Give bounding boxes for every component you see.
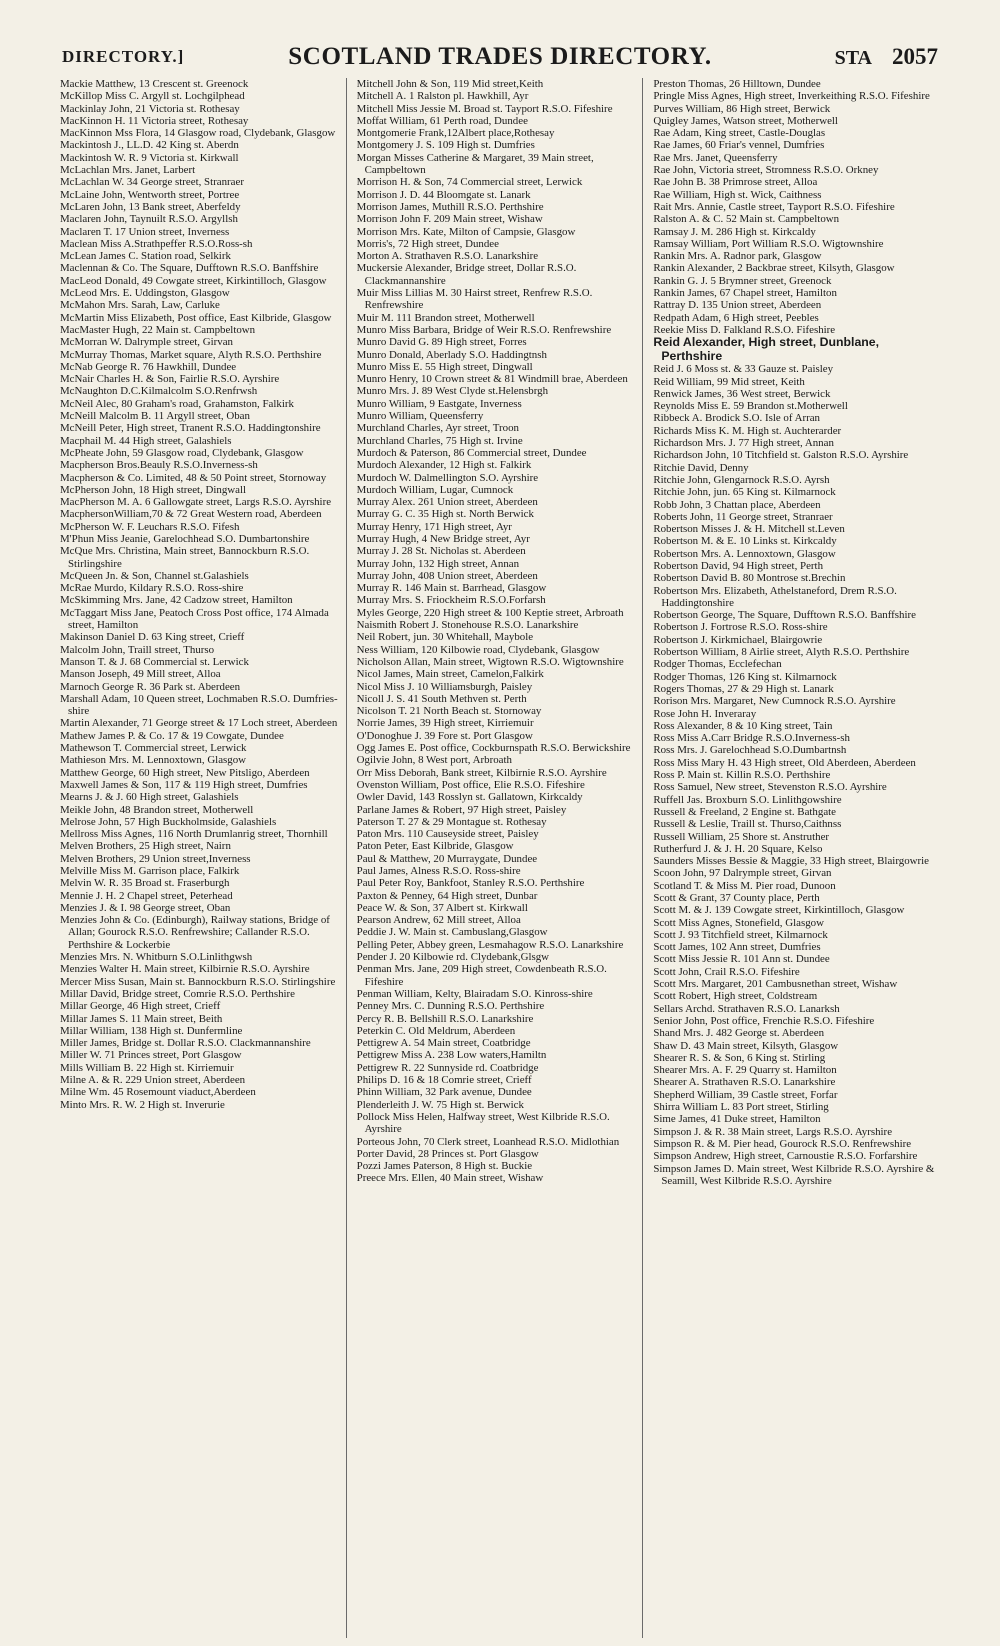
directory-entry: Richardson Mrs. J. 77 High street, Annan [653, 437, 834, 450]
directory-entry: Muir M. 111 Brandon street, Motherwell [356, 311, 535, 324]
directory-entry: Murdoch & Paterson, 86 Commercial street, Dundee [356, 446, 587, 459]
directory-entry: Preece Mrs. Ellen, 40 Main street, Wishaw [356, 1172, 544, 1185]
directory-entry: Paul Peter Roy, Bankfoot, Stanley R.S.O. Perthshire [356, 877, 585, 890]
directory-entry: Menzies Mrs. N. Whitburn S.O.Linlithgwsh [60, 951, 253, 964]
directory-entry: Rae James, 60 Friar's vennel, Dumfries [653, 139, 825, 152]
directory-entry: Macphail M. 44 High street, Galashiels [60, 434, 232, 447]
directory-entry: Nicol James, Main street, Camelon,Falkirk [356, 668, 544, 681]
directory-entry: MacMaster Hugh, 22 Main st. Campbeltown [60, 323, 256, 336]
directory-entry: MacphersonWilliam,70 & 72 Great Western road, Aberdeen [60, 508, 322, 521]
directory-entry: Munro William, 9 Eastgate, Inverness [356, 397, 522, 410]
directory-entry: O'Donoghue J. 39 Fore st. Port Glasgow [356, 729, 533, 742]
page-header [62, 40, 938, 74]
directory-entry: Reekie Miss D. Falkland R.S.O. Fifeshire [653, 323, 836, 336]
directory-entry: Nicol Miss J. 10 Williamsburgh, Paisley [356, 680, 533, 693]
directory-entry: Peddie J. W. Main st. Cambuslang,Glasgow [356, 926, 548, 939]
directory-entry: Paterson T. 27 & 29 Montague st. Rothesay [356, 815, 547, 828]
directory-entry: Murdoch W. Dalmellington S.O. Ayrshire [356, 471, 539, 484]
directory-entry: Robertson William, 8 Airlie street, Alyth R.S.O. Perthshire [653, 646, 910, 659]
directory-entry: McMurray Thomas, Market square, Alyth R.S.O. Perthshire [60, 348, 322, 361]
directory-entry: Malcolm John, Traill street, Thurso [60, 643, 215, 656]
directory-entry: Peterkin C. Old Meldrum, Aberdeen [356, 1024, 516, 1037]
directory-entry: McNeil Alec, 80 Graham's road, Grahamston, Falkirk [60, 397, 294, 410]
directory-entry: Robb John, 3 Chattan place, Aberdeen [653, 498, 821, 511]
directory-entry: Menzies Walter H. Main street, Kilbirnie R.S.O. Ayrshire [60, 963, 310, 976]
directory-entry: Muckersie Alexander, Bridge street, Dollar R.S.O. Clackmannanshire [356, 262, 577, 287]
directory-entry: Menzies J. & I. 98 George street, Oban [60, 901, 231, 914]
directory-entry: Ovenston William, Post office, Elie R.S.O. Fifeshire [356, 778, 585, 791]
directory-entry: Melven Brothers, 25 High street, Nairn [60, 840, 231, 853]
directory-entry: Mercer Miss Susan, Main st. Bannockburn R.S.O. Stirlingshire [60, 975, 336, 988]
directory-entry: Shirra William L. 83 Port street, Stirling [653, 1101, 829, 1114]
directory-entry: Munro Donald, Aberlady S.O. Haddingtnsh [356, 348, 547, 361]
directory-entry: McKillop Miss C. Argyll st. Lochgilphead [60, 90, 245, 103]
directory-entry: Milne A. & R. 229 Union street, Aberdeen [60, 1074, 246, 1087]
directory-entry: McLachlan Mrs. Janet, Larbert [60, 164, 196, 177]
directory-entry: Sime James, 41 Duke street, Hamilton [653, 1113, 821, 1126]
directory-entry: Millar George, 46 High street, Crieff [60, 1000, 221, 1013]
directory-entry: McMorran W. Dalrymple street, Girvan [60, 336, 233, 349]
directory-entry: McNab George R. 76 Hawkhill, Dundee [60, 360, 237, 373]
directory-entry: Rankin James, 67 Chapel street, Hamilton [653, 287, 837, 300]
directory-entry: Menzies John & Co. (Edinburgh), Railway stations, Bridge of Allan; Gourock R.S.O. Renfrewshire; Callander R.S.O. Perthshire & Lockerbie [60, 914, 330, 951]
directory-entry: Pearson Andrew, 62 Mill street, Alloa [356, 914, 521, 927]
directory-entry: Muir Miss Lillias M. 30 Hairst street, Renfrew R.S.O. Renfrewshire [356, 287, 593, 312]
directory-entry: Porter David, 28 Princes st. Port Glasgow [356, 1147, 539, 1160]
directory-entry: Minto Mrs. R. W. 2 High st. Inverurie [60, 1098, 225, 1111]
directory-entry: Morton A. Strathaven R.S.O. Lanarkshire [356, 250, 539, 263]
directory-entry: Rankin Alexander, 2 Backbrae street, Kilsyth, Glasgow [653, 262, 895, 275]
directory-entry: Millar David, Bridge street, Comrie R.S.O. Perthshire [60, 987, 296, 1000]
directory-entry: Melrose John, 57 High Buckholmside, Galashiels [60, 815, 277, 828]
directory-entry: Murray Hugh, 4 New Bridge street, Ayr [356, 532, 530, 545]
directory-entry: Mackinlay John, 21 Victoria st. Rothesay [60, 102, 240, 115]
directory-entry: Mitchell John & Son, 119 Mid street,Keith [356, 78, 544, 90]
directory-entry: Murray John, 408 Union street, Aberdeen [356, 569, 538, 582]
directory-entry: Ribbeck A. Brodick S.O. Isle of Arran [653, 412, 820, 425]
directory-entry: McNeill Peter, High street, Tranent R.S.O. Haddingtonshire [60, 422, 321, 435]
directory-entry: Ritchie John, jun. 65 King st. Kilmarnock [653, 486, 836, 499]
directory-entry: Naismith Robert J. Stonehouse R.S.O. Lanarkshire [356, 619, 579, 632]
directory-entry: Paton Peter, East Kilbride, Glasgow [356, 840, 514, 853]
directory-entry: Murray G. C. 35 High st. North Berwick [356, 508, 534, 521]
page-reference [835, 44, 938, 70]
directory-entry: M'Phun Miss Jeanie, Garelochhead S.O. Dumbartonshire [60, 532, 310, 545]
directory-entry: Plenderleith J. W. 75 High st. Berwick [356, 1098, 524, 1111]
directory-entry: Simpson R. & M. Pier head, Gourock R.S.O. Renfrewshire [653, 1137, 912, 1150]
directory-entry: Miller James, Bridge st. Dollar R.S.O. Clackmannanshire [60, 1037, 311, 1050]
directory-entry: Rae John, Victoria street, Stromness R.S.O. Orkney [653, 164, 879, 177]
directory-entry: Ross P. Main st. Killin R.S.O. Perthshire [653, 769, 831, 782]
directory-entry: Marshall Adam, 10 Queen street, Lochmaben R.S.O. Dumfries-shire [60, 692, 338, 718]
directory-entry: Pozzi James Paterson, 8 High st. Buckie [356, 1160, 533, 1173]
directory-entry: Millar James S. 11 Main street, Beith [60, 1012, 223, 1025]
directory-entry: Orr Miss Deborah, Bank street, Kilbirnie R.S.O. Ayrshire [356, 766, 607, 779]
directory-column-1 [60, 78, 347, 1638]
directory-entry: Munro David G. 89 High street, Forres [356, 336, 527, 349]
directory-entry: Russell & Freeland, 2 Engine st. Bathgate [653, 805, 837, 818]
directory-entry: Munro Miss Barbara, Bridge of Weir R.S.O. Renfrewshire [356, 323, 612, 336]
directory-entry: MacKinnon H. 11 Victoria street, Rothesay [60, 114, 249, 127]
directory-entry: Munro Miss E. 55 High street, Dingwall [356, 360, 533, 373]
directory-entry: Ross Alexander, 8 & 10 King street, Tain [653, 719, 833, 732]
directory-entry: Penman Mrs. Jane, 209 High street, Cowdenbeath R.S.O. Fifeshire [356, 963, 607, 988]
directory-entry: McPherson John, 18 High street, Dingwall [60, 483, 247, 496]
directory-entry: Paton Mrs. 110 Causeyside street, Paisley [356, 828, 539, 841]
directory-entry: Morrison John F. 209 Main street, Wishaw [356, 213, 543, 226]
directory-entry: Mackie Matthew, 13 Crescent st. Greenock [60, 78, 249, 90]
directory-entry: Maxwell James & Son, 117 & 119 High street, Dumfries [60, 778, 308, 791]
directory-entry: Rogers Thomas, 27 & 29 High st. Lanark [653, 682, 834, 695]
directory-entry: Mathieson Mrs. M. Lennoxtown, Glasgow [60, 754, 247, 767]
directory-entry: Murchland Charles, 75 High st. Irvine [356, 434, 523, 447]
directory-entry: Pringle Miss Agnes, High street, Inverkeithing R.S.O. Fifeshire [653, 90, 930, 103]
directory-entry: Shepherd William, 39 Castle street, Forfar [653, 1088, 838, 1101]
directory-entry: Mackintosh J., LL.D. 42 King st. Aberdn [60, 139, 239, 152]
directory-entry: McLaren John, 13 Bank street, Aberfeldy [60, 200, 241, 213]
section-title-left: DIRECTORY.] [62, 47, 185, 66]
directory-entry: Pelling Peter, Abbey green, Lesmahagow R.S.O. Lanarkshire [356, 938, 624, 951]
directory-entry: Morris's, 72 High street, Dundee [356, 237, 499, 250]
directory-entry: Ross Miss A.Carr Bridge R.S.O.Inverness-sh [653, 732, 850, 745]
directory-entry: MacLeod Donald, 49 Cowgate street, Kirkintilloch, Glasgow [60, 274, 327, 287]
directory-entry: McMartin Miss Elizabeth, Post office, East Kilbride, Glasgow [60, 311, 332, 324]
page-number: 2057 [892, 44, 938, 69]
directory-entry: McTaggart Miss Jane, Peatoch Cross Post office, 174 Almada street, Hamilton [60, 606, 329, 632]
directory-entry: Philips D. 16 & 18 Comrie street, Crieff [356, 1074, 532, 1087]
directory-entry: Ramsay William, Port William R.S.O. Wigtownshire [653, 237, 884, 250]
directory-entry: Rankin Mrs. A. Radnor park, Glasgow [653, 250, 822, 263]
directory-entry: Ness William, 120 Kilbowie road, Clydebank, Glasgow [356, 643, 600, 656]
directory-entry: Scott John, Crail R.S.O. Fifeshire [653, 965, 800, 978]
directory-entry: Paul James, Alness R.S.O. Ross-shire [356, 865, 521, 877]
directory-entry: Morgan Misses Catherine & Margaret, 39 Main street, Campbeltown [356, 151, 594, 177]
directory-entry: Paxton & Penney, 64 High street, Dunbar [356, 889, 538, 902]
directory-entry: McRae Murdo, Kildary R.S.O. Ross-shire [60, 582, 244, 595]
directory-entry: Murray Henry, 171 High street, Ayr [356, 520, 512, 533]
directory-entry: Scott Robert, High street, Coldstream [653, 990, 818, 1003]
directory-entry: Millar William, 138 High st. Dunfermline [60, 1024, 243, 1037]
directory-entry: Rae William, High st. Wick, Caithness [653, 188, 822, 201]
directory-entry: Mathew James P. & Co. 17 & 19 Cowgate, Dundee [60, 729, 284, 742]
directory-entry: Scott M. & J. 139 Cowgate street, Kirkintilloch, Glasgow [653, 904, 905, 917]
directory-entry: Mearns J. & J. 60 High street, Galashiels [60, 791, 239, 804]
directory-entry: Murchland Charles, Ayr street, Troon [356, 422, 519, 435]
directory-entry: Simpson J. & R. 38 Main street, Largs R.S.O. Ayrshire [653, 1125, 893, 1138]
directory-entry: McNair Charles H. & Son, Fairlie R.S.O. Ayrshire [60, 373, 280, 386]
directory-entry: Norrie James, 39 High street, Kirriemuir [356, 717, 534, 730]
directory-entry: McPherson W. F. Leuchars R.S.O. Fifesh [60, 520, 240, 533]
directory-entry: Shand Mrs. J. 482 George st. Aberdeen [653, 1027, 825, 1040]
directory-entry: Robertson J. Kirkmichael, Blairgowrie [653, 633, 823, 646]
directory-entry: Myles George, 220 High street & 100 Keptie street, Arbroath [356, 606, 624, 619]
directory-entry: Rankin G. J. 5 Brymner street, Greenock [653, 274, 832, 287]
directory-entry: Mitchell A. 1 Ralston pl. Hawkhill, Ayr [356, 90, 529, 103]
directory-entry: Sellars Archd. Strathaven R.S.O. Lanarksh [653, 1002, 840, 1015]
directory-entry: Peace W. & Son, 37 Albert st. Kirkwall [356, 901, 528, 914]
directory-entry: Shearer Mrs. A. F. 29 Quarry st. Hamilton [653, 1064, 837, 1077]
directory-entry: Shearer R. S. & Son, 6 King st. Stirling [653, 1051, 826, 1064]
directory-entry: Mathewson T. Commercial street, Lerwick [60, 742, 247, 755]
directory-entry: Murray R. 146 Main st. Barrhead, Glasgow [356, 582, 547, 595]
directory-entry: Robertson George, The Square, Dufftown R.S.O. Banffshire [653, 609, 916, 622]
directory-entry: Montgomerie Frank,12Albert place,Rothesay [356, 127, 555, 140]
directory-entry: Rattray D. 135 Union street, Aberdeen [653, 299, 822, 312]
directory-entry: Percy R. B. Bellshill R.S.O. Lanarkshire [356, 1012, 534, 1025]
directory-entry: Manson Joseph, 49 Mill street, Alloa [60, 668, 221, 681]
directory-entry: Ritchie John, Glengarnock R.S.O. Ayrsh [653, 473, 830, 486]
directory-entry: Maclennan & Co. The Square, Dufftown R.S.O. Banffshire [60, 262, 319, 275]
directory-entry: Scott Miss Jessie R. 101 Ann st. Dundee [653, 953, 830, 966]
directory-entry: Macpherson & Co. Limited, 48 & 50 Point street, Stornoway [60, 471, 327, 484]
directory-entry: McSkimming Mrs. Jane, 42 Cadzow street, Hamilton [60, 594, 293, 607]
directory-entry: Rodger Thomas, 126 King st. Kilmarnock [653, 670, 837, 683]
directory-entry: Matthew George, 60 High street, New Pitsligo, Aberdeen [60, 766, 310, 779]
directory-entry: Renwick James, 36 West street, Berwick [653, 387, 831, 400]
directory-entry: Penman William, Kelty, Blairadam S.O. Kinross-shire [356, 987, 593, 1000]
directory-entry: Mackintosh W. R. 9 Victoria st. Kirkwall [60, 151, 239, 164]
directory-entry: Neil Robert, jun. 30 Whitehall, Maybole [356, 631, 534, 644]
directory-entry: Ramsay J. M. 286 High st. Kirkcaldy [653, 225, 816, 238]
directory-entry: Reid Alexander, High street, Dunblane, Perthshire [653, 335, 880, 363]
directory-entry: Robertson Mrs. A. Lennoxtown, Glasgow [653, 547, 836, 560]
directory-entry: Quigley James, Watson street, Motherwell [653, 114, 838, 127]
directory-entry: Munro Henry, 10 Crown street & 81 Windmill brae, Aberdeen [356, 373, 628, 386]
directory-entry: Scott James, 102 Ann street, Dumfries [653, 941, 821, 954]
directory-entry: Paul & Matthew, 20 Murraygate, Dundee [356, 852, 538, 865]
directory-entry: Munro William, Queensferry [356, 410, 484, 423]
directory-entry: Ralston A. & C. 52 Main st. Campbeltown [653, 213, 840, 226]
directory-entry: MacPherson M. A. 6 Gallowgate street, Largs R.S.O. Ayrshire [60, 496, 332, 509]
directory-entry: Murdoch Alexander, 12 High st. Falkirk [356, 459, 532, 472]
directory-entry: Penney Mrs. C. Dunning R.S.O. Perthshire [356, 1000, 545, 1013]
directory-entry: Rutherfurd J. & J. H. 20 Square, Kelso [653, 842, 823, 855]
directory-entry: McLachlan W. 34 George street, Stranraer [60, 176, 244, 189]
directory-entry: Miller W. 71 Princes street, Port Glasgow [60, 1049, 242, 1062]
directory-entry: Scott Mrs. Margaret, 201 Cambusnethan street, Wishaw [653, 978, 898, 991]
directory-entry: Murray Mrs. S. Friockheim R.S.O.Forfarsh [356, 594, 546, 607]
directory-entry: Ogg James E. Post office, Cockburnspath R.S.O. Berwickshire [356, 742, 631, 755]
directory-entry: Scoon John, 97 Dalrymple street, Girvan [653, 867, 832, 880]
directory-entry: Murray Alex. 261 Union street, Aberdeen [356, 496, 538, 509]
directory-entry: Mills William B. 22 High st. Kirriemuir [60, 1061, 234, 1074]
directory-entry: Preston Thomas, 26 Hilltown, Dundee [653, 78, 821, 90]
directory-entry: Mellross Miss Agnes, 116 North Drumlanrig street, Thornhill [60, 828, 328, 841]
directory-entry: Ogilvie John, 8 West port, Arbroath [356, 754, 512, 767]
directory-entry: Rae Mrs. Janet, Queensferry [653, 151, 778, 164]
directory-entry: Munro Mrs. J. 89 West Clyde st.Helensbrgh [356, 385, 549, 398]
directory-entry: Purves William, 86 High street, Berwick [653, 102, 831, 115]
directory-entry: Meikle John, 48 Brandon street, Motherwell [60, 803, 254, 816]
directory-entry: Martin Alexander, 71 George street & 17 Loch street, Aberdeen [60, 717, 338, 730]
directory-entry: Ritchie David, Denny [653, 461, 749, 474]
directory-entry: Scott Miss Agnes, Stonefield, Glasgow [653, 916, 824, 929]
directory-entry: Nicolson T. 21 North Beach st. Stornoway [356, 705, 542, 718]
directory-entry: Montgomery J. S. 109 High st. Dumfries [356, 139, 535, 152]
directory-entry: Porteous John, 70 Clerk street, Loanhead R.S.O. Midlothian [356, 1135, 620, 1148]
directory-entry: McLeod Mrs. E. Uddingston, Glasgow [60, 287, 230, 300]
directory-entry: Mitchell Miss Jessie M. Broad st. Tayport R.S.O. Fifeshire [356, 102, 613, 115]
directory-entry: Robertson Mrs. Elizabeth, Athelstaneford, Drem R.S.O. Haddingtonshire [653, 584, 897, 609]
directory-entry: Ruffell Jas. Broxburn S.O. Linlithgowshire [653, 793, 842, 806]
directory-entry: McNeill Malcolm B. 11 Argyll street, Oban [60, 410, 250, 423]
directory-entry: Roberts John, 11 George street, Stranraer [653, 510, 833, 523]
directory-entry: Simpson James D. Main street, West Kilbride R.S.O. Ayrshire & Seamill, West Kilbride R.S.O. Ayrshire [653, 1162, 935, 1187]
directory-entry: Pettigrew R. 22 Sunnyside rd. Coatbridge [356, 1061, 539, 1074]
directory-entry: Rait Mrs. Annie, Castle street, Tayport R.S.O. Fifeshire [653, 200, 895, 213]
directory-entry: Shaw D. 43 Main street, Kilsyth, Glasgow [653, 1039, 839, 1052]
section-abbreviation: STA [834, 47, 872, 69]
directory-entry: Senior John, Post office, Frenchie R.S.O. Fifeshire [653, 1014, 875, 1027]
directory-entry: Robertson Misses J. & H. Mitchell st.Leven [653, 523, 845, 536]
directory-entry: Morrison Mrs. Kate, Milton of Campsie, Glasgow [356, 225, 576, 238]
directory-entry: Rodger Thomas, Ecclefechan [653, 658, 782, 671]
directory-entry: Pender J. 20 Kilbowie rd. Clydebank,Glsgw [356, 951, 550, 964]
directory-entry: Reynolds Miss E. 59 Brandon st.Motherwell [653, 400, 848, 413]
directory-entry: Redpath Adam, 6 High street, Peebles [653, 311, 819, 324]
directory-entry: Rae Adam, King street, Castle-Douglas [653, 127, 826, 140]
directory-columns [60, 78, 940, 1638]
directory-entry: Robertson David B. 80 Montrose st.Brechin [653, 572, 846, 585]
directory-entry: Morrison H. & Son, 74 Commercial street, Lerwick [356, 176, 583, 189]
directory-entry: Reid William, 99 Mid street, Keith [653, 375, 805, 388]
directory-entry: McLaine John, Wentworth street, Portree [60, 188, 240, 201]
directory-entry: Simpson Andrew, High street, Carnoustie R.S.O. Forfarshire [653, 1150, 918, 1163]
directory-entry: Maclaren T. 17 Union street, Inverness [60, 225, 230, 238]
directory-column-2 [357, 78, 644, 1638]
directory-entry: Melvin W. R. 35 Broad st. Fraserburgh [60, 877, 230, 890]
directory-entry: Robertson David, 94 High street, Perth [653, 559, 824, 572]
directory-entry: McQue Mrs. Christina, Main street, Bannockburn R.S.O. Stirlingshire [60, 545, 310, 570]
directory-entry: Richards Miss K. M. High st. Auchterarder [653, 424, 842, 437]
directory-column-3 [653, 78, 940, 1638]
directory-entry: Pollock Miss Helen, Halfway street, West Kilbride R.S.O. Ayrshire [356, 1110, 610, 1136]
directory-entry: Parlane James & Robert, 97 High street, Paisley [356, 803, 567, 816]
directory-entry: Scotland T. & Miss M. Pier road, Dunoon [653, 879, 836, 892]
directory-entry: Scott & Grant, 37 County place, Perth [653, 892, 820, 904]
directory-entry: Makinson Daniel D. 63 King street, Crieff [60, 631, 245, 644]
directory-entry: Pettigrew Miss A. 238 Low waters,Hamiltn [356, 1049, 547, 1062]
directory-entry: Morrison James, Muthill R.S.O. Perthshire [356, 200, 544, 213]
directory-entry: Macpherson Bros.Beauly R.S.O.Inverness-sh [60, 459, 258, 472]
directory-entry: MacKinnon Mss Flora, 14 Glasgow road, Clydebank, Glasgow [60, 127, 336, 140]
directory-entry: Ross Mrs. J. Garelochhead S.O.Dumbartnsh [653, 744, 847, 757]
directory-entry: Murdoch William, Lugar, Cumnock [356, 483, 514, 496]
directory-entry: Owler David, 143 Rosslyn st. Gallatown, Kirkcaldy [356, 791, 583, 804]
directory-entry: Milne Wm. 45 Rosemount viaduct,Aberdeen [60, 1086, 256, 1099]
directory-entry: Rae John B. 38 Primrose street, Alloa [653, 176, 818, 189]
directory-entry: Morrison J. D. 44 Bloomgate st. Lanark [356, 188, 531, 201]
directory-entry: Russell & Leslie, Traill st. Thurso,Caithnss [653, 818, 842, 831]
directory-entry: Robertson J. Fortrose R.S.O. Ross-shire [653, 621, 828, 634]
directory-entry: Richardson John, 10 Titchfield st. Galston R.S.O. Ayrshire [653, 449, 909, 462]
directory-entry: McNaughton D.C.Kilmalcolm S.O.Renfrwsh [60, 385, 258, 398]
directory-entry: Ross Samuel, New street, Stevenston R.S.O. Ayrshire [653, 781, 887, 794]
directory-entry: Moffat William, 61 Perth road, Dundee [356, 114, 528, 127]
directory-entry: Shearer A. Strathaven R.S.O. Lanarkshire [653, 1076, 836, 1089]
directory-entry: Melville Miss M. Garrison place, Falkirk [60, 865, 240, 877]
directory-entry: Ross Miss Mary H. 43 High street, Old Aberdeen, Aberdeen [653, 756, 916, 769]
directory-entry: McQueen Jn. & Son, Channel st.Galashiels [60, 569, 249, 582]
directory-entry: McLean James C. Station road, Selkirk [60, 250, 231, 263]
directory-entry: Saunders Misses Bessie & Maggie, 33 High street, Blairgowrie [653, 855, 929, 868]
directory-entry: Nicoll J. S. 41 South Methven st. Perth [356, 692, 527, 705]
directory-entry: Rorison Mrs. Margaret, New Cumnock R.S.O. Ayrshire [653, 695, 896, 708]
directory-entry: Russell William, 25 Shore st. Anstruther [653, 830, 830, 843]
directory-entry: Murray J. 28 St. Nicholas st. Aberdeen [356, 545, 526, 558]
directory-entry: Robertson M. & E. 10 Links st. Kirkcaldy [653, 535, 837, 548]
directory-entry: Marnoch George R. 36 Park st. Aberdeen [60, 680, 241, 693]
directory-entry: Maclaren John, Taynuilt R.S.O. Argyllsh [60, 213, 238, 226]
directory-entry: Phinn William, 32 Park avenue, Dundee [356, 1086, 532, 1099]
directory-entry: Mennie J. H. 2 Chapel street, Peterhead [60, 889, 233, 902]
directory-title: SCOTLAND TRADES DIRECTORY. [288, 43, 712, 70]
directory-entry: McMahon Mrs. Sarah, Law, Carluke [60, 299, 220, 312]
directory-entry: Rose John H. Inveraray [653, 707, 757, 720]
directory-entry: Manson T. & J. 68 Commercial st. Lerwick [60, 655, 249, 668]
directory-entry: McPheate John, 59 Glasgow road, Clydebank, Glasgow [60, 446, 304, 459]
directory-entry: Scott J. 93 Titchfield street, Kilmarnock [653, 928, 828, 941]
directory-entry: Nicholson Allan, Main street, Wigtown R.S.O. Wigtownshire [356, 655, 624, 668]
directory-entry: Melven Brothers, 29 Union street,Inverness [60, 852, 251, 865]
directory-entry: Murray John, 132 High street, Annan [356, 557, 520, 570]
directory-entry: Maclean Miss A.Strathpeffer R.S.O.Ross-sh [60, 237, 253, 250]
directory-entry: Reid J. 6 Moss st. & 33 Gauze st. Paisley [653, 363, 834, 376]
directory-entry: Pettigrew A. 54 Main street, Coatbridge [356, 1037, 531, 1050]
